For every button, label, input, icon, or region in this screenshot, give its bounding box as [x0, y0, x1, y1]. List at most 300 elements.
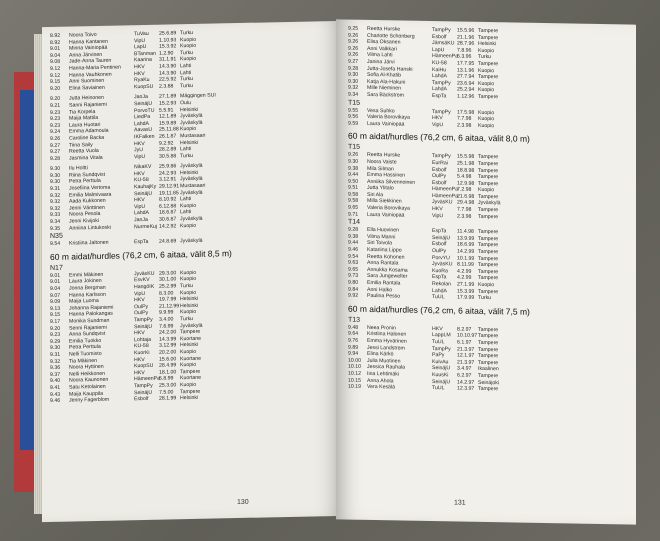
athlete-name: Anniina Lintukoski [69, 224, 111, 232]
result-value: 9.51 [348, 184, 359, 192]
birth-date: 3.12.99 [159, 342, 177, 350]
athlete-name: Petra Perttula [69, 344, 101, 351]
athlete-name: Ella Huovinen [367, 227, 400, 234]
birth-date: 26.1.87 [159, 133, 177, 140]
athlete-name: Jutta Heinonen [69, 95, 104, 102]
venue-name: Tampere [478, 255, 499, 262]
birth-date: 23.6.94 [457, 80, 475, 87]
venue-name: Tampere [478, 167, 499, 174]
club-name: JanJa [134, 216, 148, 224]
venue-name: Tampere [478, 160, 499, 168]
athlete-name: Emilia Malmivaara [69, 191, 112, 199]
club-name: SeinäjU [432, 234, 451, 242]
birth-date: 1.10.93 [159, 36, 177, 44]
birth-date: 11.4.98 [457, 228, 474, 236]
result-value: 9.46 [50, 397, 61, 405]
result-value: 10.15 [348, 377, 361, 384]
left-section-rows [50, 269, 232, 405]
athlete-name: Vesa Suhko [367, 107, 395, 114]
club-name: LiedPa [134, 114, 151, 121]
club-name: LappLM [432, 332, 451, 339]
birth-date: 27.7.94 [457, 73, 475, 80]
result-value: 9.28 [50, 155, 61, 162]
venue-name: Turku [180, 29, 194, 37]
athlete-name: Tia Mäkinen [69, 357, 98, 365]
birth-date: 7.2.98 [457, 186, 472, 194]
result-value: 9.35 [50, 225, 61, 232]
athlete-name: Emmi Mäkinen [69, 271, 104, 279]
venue-name: Kuopio [478, 87, 495, 94]
venue-name: Helsinki [478, 41, 497, 48]
club-name: KuivAu [432, 358, 449, 366]
athlete-name: Caroline Backa [69, 134, 105, 142]
right-rows-a [348, 152, 530, 221]
venue-name: Kuopio [180, 381, 197, 389]
athlete-name: Vilma Manni [367, 233, 396, 241]
athlete-name: Jenny Fagerblom [69, 396, 110, 404]
club-name: VipU [134, 37, 146, 44]
birth-date: 9.9.99 [159, 309, 174, 317]
result-value: 9.65 [348, 266, 359, 273]
club-name: RyaKu [134, 77, 150, 84]
club-name: HKV [432, 325, 443, 333]
club-name: VipU [134, 203, 146, 211]
venue-name: Tampere [478, 60, 499, 68]
result-value: 9.32 [348, 84, 359, 92]
birth-date: 12.1.97 [457, 352, 475, 359]
birth-date: 14.2.97 [457, 379, 475, 386]
birth-date: 28.7.96 [457, 40, 475, 47]
result-value: 9.65 [348, 204, 359, 211]
birth-date: 7.6.99 [159, 322, 174, 330]
result-value: 9.21 [50, 102, 61, 109]
birth-date: 24.2.00 [159, 329, 177, 336]
right-rows-c [348, 324, 530, 393]
left-page [42, 21, 342, 522]
venue-name: Helsinki [180, 302, 199, 310]
club-name: LapU [432, 46, 445, 54]
birth-date: 6.1.97 [457, 339, 472, 346]
venue-name: Tampere [478, 229, 499, 236]
club-name: PorvYU [432, 254, 450, 261]
club-name: HämeenPa [432, 53, 458, 60]
club-name: HKV [134, 197, 145, 204]
athlete-name: Mila Silman [367, 165, 394, 172]
result-value: 10.12 [348, 370, 361, 377]
result-value: 9.32 [50, 192, 61, 199]
result-value: 9.50 [348, 178, 359, 185]
result-value: 9.08 [50, 59, 61, 66]
athlete-name: Laura Jokinen [69, 278, 102, 285]
club-name: SeinäjU [432, 378, 451, 385]
athlete-name: Anni Valkkari [367, 45, 397, 53]
venue-name: Kuortane [180, 375, 202, 382]
athlete-name: Monika Sundman [69, 317, 110, 325]
venue-name: Tampere [180, 328, 201, 336]
venue-name: Tampere [180, 368, 201, 375]
venue-name: Turku [478, 54, 492, 61]
club-name: KU-58 [134, 177, 149, 184]
result-value: 9.07 [50, 292, 61, 299]
venue-name: Tampere [478, 93, 499, 101]
result-value: 9.01 [50, 272, 61, 279]
result-value: 9.94 [348, 350, 359, 357]
venue-name: Jyväskylä [180, 215, 203, 223]
athlete-name: Jessi Landström [367, 344, 405, 352]
birth-date: 12.1.89 [159, 113, 177, 120]
club-name: OulPy [134, 303, 149, 310]
result-value: 9.24 [50, 129, 61, 136]
venue-name: Tampere [478, 74, 499, 81]
club-name: HKV [134, 330, 145, 337]
right-t15-rows [348, 107, 530, 130]
birth-date: 21.3.97 [457, 346, 475, 353]
birth-date: 27.1.99 [457, 281, 475, 288]
venue-name: Tampere [478, 262, 499, 269]
club-name: OulPy [134, 310, 149, 317]
birth-date: 5.3.96 [457, 53, 472, 61]
right-heading-b: 60 m aidat/hurdles (76,2 cm, 6 aitaa, välit 7,5 m) [348, 303, 530, 317]
athlete-name: Emilia Rantala [367, 279, 401, 287]
birth-date: 3.4.00 [159, 316, 174, 323]
birth-date: 17.5.98 [457, 109, 475, 116]
athlete-name: Jessica Rauhala [367, 364, 406, 371]
left-results-column [50, 29, 232, 404]
result-value: 9.23 [50, 331, 61, 339]
birth-date: 29.4.98 [457, 199, 475, 207]
athlete-name: Jenni Kivijoki [69, 217, 99, 225]
club-name: KaiHu [432, 66, 447, 73]
athlete-name: Nelli Heikkonen [69, 370, 106, 378]
birth-date: 25.2.94 [457, 86, 475, 94]
venue-name: Kuopio [180, 289, 197, 296]
club-name: VipU [134, 290, 146, 297]
result-value: 9.64 [348, 330, 359, 338]
birth-date: 7.8.96 [457, 47, 472, 54]
result-value: 8.92 [50, 32, 61, 39]
venue-name: Mustasaari [180, 132, 206, 140]
athlete-name: Sara Bäckström [367, 91, 404, 99]
venue-name: Kuopio [180, 56, 197, 63]
athlete-name: Tiina Saily [69, 141, 93, 149]
right-t15-label: T15 [348, 99, 361, 107]
club-name: KU-58 [432, 60, 447, 67]
result-value: 9.26 [348, 45, 359, 52]
club-name: LapU [134, 44, 147, 51]
club-name: HämeenPa [432, 186, 458, 193]
athlete-name: Maija Luoma [69, 298, 99, 305]
club-name: HKV [134, 140, 145, 147]
birth-date: 30.6.87 [159, 216, 177, 223]
venue-name: Tampere [478, 154, 499, 161]
athlete-name: Laura Vainiopää [367, 211, 405, 219]
birth-date: 15.5.98 [457, 153, 475, 161]
birth-date: 1.2.90 [159, 50, 174, 57]
club-name: KuopSU [134, 83, 154, 90]
club-name: TuVau [134, 30, 149, 38]
athlete-name: Hanna Palokangas [69, 311, 113, 318]
result-value: 9.55 [348, 107, 359, 114]
birth-date: 5.4.98 [457, 173, 472, 180]
result-value: 10.00 [348, 357, 361, 364]
club-name: NurmeKuj [134, 223, 158, 230]
venue-name: Tampere [478, 346, 499, 353]
result-value: 9.40 [50, 378, 61, 385]
club-name: LahdA [432, 287, 448, 294]
club-name: HKV [134, 369, 145, 376]
venue-name: Tampere [478, 268, 499, 276]
club-name: Esbolf [432, 179, 447, 186]
birth-date: 15.3.99 [457, 288, 475, 295]
right-rows-b [348, 227, 530, 303]
birth-date: 15.5.96 [457, 27, 475, 34]
result-value: 9.01 [50, 279, 61, 286]
venue-name: Tampere [478, 242, 499, 249]
venue-name: Helsinki [180, 169, 199, 177]
birth-date: 21.1.96 [457, 34, 475, 41]
birth-date: 30.5.88 [159, 153, 177, 160]
birth-date: 13.1.96 [457, 67, 475, 74]
athlete-name: Kristiina Jaltonen [69, 239, 109, 247]
athlete-name: Noora Hyttinen [69, 363, 104, 371]
result-value: 9.28 [348, 226, 359, 234]
athlete-name: Paulina Pesso [367, 293, 401, 300]
athlete-name: Emma Hassinen [367, 172, 406, 179]
result-value: 9.27 [50, 148, 61, 156]
athlete-name: Sara Jungewelter [367, 273, 408, 281]
club-name: VipU [134, 153, 146, 160]
club-name: LahdA [134, 210, 150, 217]
birth-date: 24.2.93 [159, 170, 177, 177]
athlete-name: Jade-Anna Tauren [69, 58, 112, 65]
athlete-name: Vera Kesälä [367, 384, 395, 391]
athlete-name: Noora Toivo [69, 31, 97, 39]
birth-date: 22.5.92 [159, 76, 177, 83]
result-value: 9.30 [348, 78, 359, 85]
athlete-name: Valeria Borovikaya [367, 204, 410, 212]
birth-date: 9.2.92 [159, 139, 174, 147]
venue-name: Jyväskylä [180, 237, 203, 245]
birth-date: 13.9.99 [457, 235, 475, 242]
club-name: EsvKV [134, 277, 150, 284]
right-page [336, 19, 636, 524]
result-value: 9.23 [50, 109, 61, 116]
club-name: TuUL [432, 339, 445, 346]
athlete-name: Reetta Hurske [367, 25, 401, 33]
result-value: 9.34 [348, 91, 359, 98]
venue-name: Tampere [478, 34, 499, 41]
club-name: SeinäjU [134, 323, 153, 330]
club-name: HKV [134, 63, 145, 71]
club-name: PaPy [432, 352, 445, 359]
club-name: KuoRa [432, 267, 448, 275]
club-name: TampPy [432, 345, 451, 352]
athlete-name: Ilu Holtti [69, 165, 88, 172]
result-value: 9.30 [348, 158, 359, 165]
athlete-name: Anna Ahola [367, 377, 394, 384]
result-value: 9.56 [348, 113, 359, 120]
result-value: 10.10 [348, 363, 361, 371]
birth-date: 2.3.88 [159, 83, 174, 90]
birth-date: 15.2.93 [159, 100, 177, 107]
birth-date: 20.2.00 [159, 349, 177, 356]
athlete-name: Maija Mattila [69, 115, 99, 122]
right-results-column [348, 26, 530, 394]
club-name: JanJa [134, 94, 148, 101]
athlete-name: Iina Lehtimäki [367, 370, 400, 378]
club-name: TampPy [134, 382, 153, 390]
birth-date: 5.5.91 [159, 106, 174, 114]
club-name: HangöIK [134, 283, 155, 291]
athlete-name: Sofia Al-Khatib [367, 72, 402, 79]
venue-name: Mäggingen SUI [180, 92, 216, 100]
birth-date: 14.2.99 [457, 248, 475, 255]
result-value: 9.01 [50, 45, 61, 53]
athlete-name: Siri Toivola [367, 240, 392, 247]
birth-date: 3.12.91 [159, 176, 177, 184]
venue-name: Jyväskylä [478, 200, 501, 207]
result-value: 9.46 [348, 246, 359, 253]
right-sublabel-b: T14 [348, 218, 361, 227]
birth-date: 4.2.99 [457, 268, 472, 275]
athlete-name: Elina Kärkö [367, 351, 394, 358]
right-sublabel-c: T13 [348, 316, 361, 324]
birth-date: 18.8.98 [457, 166, 475, 174]
birth-date: 3.4.97 [457, 365, 472, 373]
birth-date: 15.9.89 [159, 120, 177, 127]
club-name: HKV [134, 70, 145, 77]
athlete-name: Minna Vainiopää [69, 44, 108, 52]
birth-date: 18.6.87 [159, 209, 177, 217]
venue-name: Jyväskylä [180, 176, 203, 183]
athlete-name: Aada Kukkonen [69, 198, 106, 205]
result-value: 9.26 [348, 51, 359, 59]
birth-date: 14.3.90 [159, 69, 177, 77]
venue-name: Tampere [478, 339, 499, 347]
club-name: HKV [134, 170, 145, 178]
club-name: HKV [432, 206, 443, 213]
athlete-name: Jasmina Vitala [69, 154, 103, 162]
athlete-name: Satu Ketolainen [69, 383, 106, 391]
birth-date: 24.8.69 [159, 238, 177, 245]
athlete-name: Senni Rajaniemi [69, 324, 107, 332]
result-value: 9.73 [348, 272, 359, 280]
venue-name: Tampere [478, 193, 499, 201]
result-value: 9.76 [348, 337, 359, 344]
club-name: LahdA [134, 120, 150, 127]
venue-name: Turku [180, 76, 194, 83]
birth-date: 28.4.99 [159, 362, 177, 369]
athlete-name: Katja Ala-Hakuni [367, 78, 406, 86]
result-value: 9.30 [348, 71, 359, 78]
right-heading-a: 60 m aidat/hurdles (76,2 cm, 6 aitaa, välit 8,0 m) [348, 130, 530, 145]
venue-name: Kuopio [180, 222, 197, 229]
result-value: 9.92 [348, 292, 359, 299]
result-value: 9.12 [50, 72, 61, 79]
venue-name: Turku [180, 315, 194, 323]
athlete-name: Johanna Rajaniemi [69, 304, 114, 312]
venue-name: Tampere [478, 275, 499, 282]
venue-name: Kuopio [478, 47, 495, 54]
venue-name: Kuopio [180, 202, 197, 210]
club-name: HämeenPa [432, 192, 458, 200]
venue-name: Ikaalinen [478, 366, 499, 373]
result-value: 9.38 [348, 165, 359, 172]
club-name: HKV [134, 297, 145, 304]
result-value: 9.58 [348, 191, 359, 198]
club-name: TampPy [432, 153, 451, 160]
athlete-name: Anni Halko [367, 286, 393, 293]
club-name: Esbolf [134, 396, 149, 403]
athlete-name: Mille Nieminen [367, 85, 402, 92]
athlete-name: Janina Järvi [367, 58, 395, 66]
venue-name: Jyväskylä [180, 119, 203, 126]
birth-date: 14.3.99 [159, 336, 177, 343]
club-name: KU-58 [134, 343, 149, 350]
result-value: 9.20 [50, 325, 61, 332]
athlete-name: Jenni Vänttinen [69, 204, 105, 212]
venue-name: Kuopio [478, 109, 495, 116]
venue-name: Oulu [180, 99, 191, 107]
venue-name: Lahti [180, 209, 192, 216]
result-value: 9.15 [50, 78, 61, 86]
result-value: 9.04 [50, 52, 61, 59]
result-value: 9.71 [348, 211, 359, 218]
result-value: 9.30 [50, 179, 61, 186]
venue-name: Kuopio [180, 348, 197, 356]
venue-name: Jyväskylä [180, 112, 203, 120]
result-value: 9.31 [50, 351, 61, 358]
birth-date: 28.1.99 [159, 395, 177, 402]
club-name: TampPy [432, 79, 451, 87]
result-value: 9.80 [348, 279, 359, 286]
birth-date: 2.3.98 [457, 213, 472, 220]
birth-date: 7.7.98 [457, 206, 472, 213]
result-value: 9.28 [348, 65, 359, 72]
birth-date: 30.1.00 [159, 276, 177, 284]
venue-name: Lahti [180, 196, 192, 203]
club-name: KuusKi [432, 371, 449, 379]
venue-name: Kuopio [180, 309, 197, 316]
athlete-name: Anna Sundqvist [69, 330, 106, 338]
birth-date: 29.3.00 [159, 270, 177, 277]
athlete-name: Riina Sundqvist [69, 171, 106, 179]
birth-date: 31.1.91 [159, 56, 177, 64]
result-value: 9.17 [50, 318, 61, 325]
birth-date: 21.12.99 [159, 303, 180, 310]
result-value: 9.32 [50, 199, 61, 206]
birth-date: 21.6.98 [457, 193, 475, 200]
result-value: 9.26 [50, 135, 61, 142]
venue-name: Tampere [478, 213, 499, 220]
result-value: 9.20 [50, 85, 61, 92]
athlete-name: Anniika Silvennoinen [367, 178, 416, 186]
club-name: TuUL [432, 385, 445, 392]
club-name: HämeenPa [134, 375, 160, 383]
result-value: 9.84 [348, 286, 359, 293]
club-name: LahdA [432, 73, 448, 80]
club-name: EspTa [432, 92, 447, 100]
birth-date: 25.1.98 [457, 160, 475, 167]
venue-name: Lahti [180, 69, 192, 76]
result-value: 9.48 [348, 324, 359, 331]
birth-date: 12.9.98 [457, 180, 475, 187]
athlete-name: Laura Huotari [69, 121, 101, 129]
club-name: Esbolf [432, 33, 447, 40]
club-name: TampPy [432, 108, 451, 115]
venue-name: Tampere [478, 173, 499, 181]
club-name: Esbolf [432, 166, 447, 173]
